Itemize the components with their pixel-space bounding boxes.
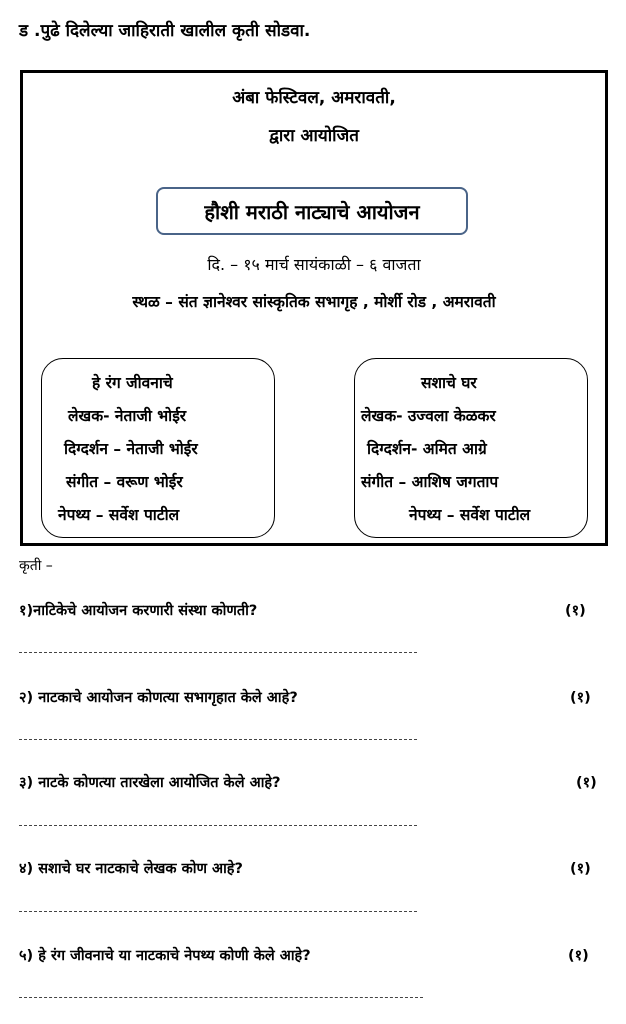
play-card-2	[354, 358, 588, 538]
event-venue: स्थळ – संत ज्ञानेश्वर सांस्कृतिक सभागृह , मोर्शी रोड , अमरावती	[132, 293, 496, 311]
advertisement-poster	[20, 70, 608, 546]
answer-line-5[interactable]	[19, 997, 423, 998]
play-writer: लेखक- नेताजी भोईर	[68, 407, 187, 425]
play-backstage: नेपथ्य – सर्वेश पाटील	[58, 506, 180, 524]
play-card-1	[41, 358, 275, 538]
activity-label: कृती –	[19, 558, 53, 574]
answer-line-4[interactable]	[19, 911, 417, 912]
play-name: सशाचे घर	[421, 374, 477, 392]
question-5: ५) हे रंग जीवनाचे या नाटकाचे नेपथ्य कोणी केले आहे?	[19, 948, 311, 964]
play-director: दिग्दर्शन – नेताजी भोईर	[64, 440, 198, 458]
question-4-marks: (१)	[570, 861, 591, 877]
play-director: दिग्दर्शन- अमित आग्रे	[367, 440, 487, 458]
question-3-marks: (१)	[576, 775, 597, 791]
play-music: संगीत – वरूण भोईर	[66, 473, 183, 491]
play-music: संगीत – आशिष जगताप	[361, 473, 499, 491]
answer-line-1[interactable]	[19, 652, 417, 653]
event-title: हौशी मराठी नाट्याचे आयोजन	[156, 187, 468, 235]
play-writer: लेखक- उज्वला केळकर	[361, 407, 496, 425]
event-date: दि. – १५ मार्च सायंकाळी – ६ वाजता	[207, 255, 421, 274]
question-1-marks: (१)	[565, 603, 586, 619]
question-2-marks: (१)	[570, 690, 591, 706]
question-1: १)नाटिकेचे आयोजन करणारी संस्था कोणती?	[19, 603, 258, 619]
instruction-heading: ड .पुढे दिलेल्या जाहिराती खालील कृती सोडवा.	[19, 21, 311, 41]
organizer-line-1: अंबा फेस्टिवल, अमरावती,	[232, 88, 396, 108]
answer-line-2[interactable]	[19, 739, 417, 740]
question-5-marks: (१)	[568, 948, 589, 964]
play-name: हे रंग जीवनाचे	[92, 374, 173, 392]
play-backstage: नेपथ्य – सर्वेश पाटील	[409, 506, 531, 524]
question-4: ४) सशाचे घर नाटकाचे लेखक कोण आहे?	[19, 861, 243, 877]
answer-line-3[interactable]	[19, 825, 417, 826]
question-3: ३) नाटके कोणत्या तारखेला आयोजित केले आहे?	[19, 775, 281, 791]
question-2: २) नाटकाचे आयोजन कोणत्या सभागृहात केले आहे?	[19, 690, 298, 706]
organizer-line-2: द्वारा आयोजित	[269, 126, 359, 146]
